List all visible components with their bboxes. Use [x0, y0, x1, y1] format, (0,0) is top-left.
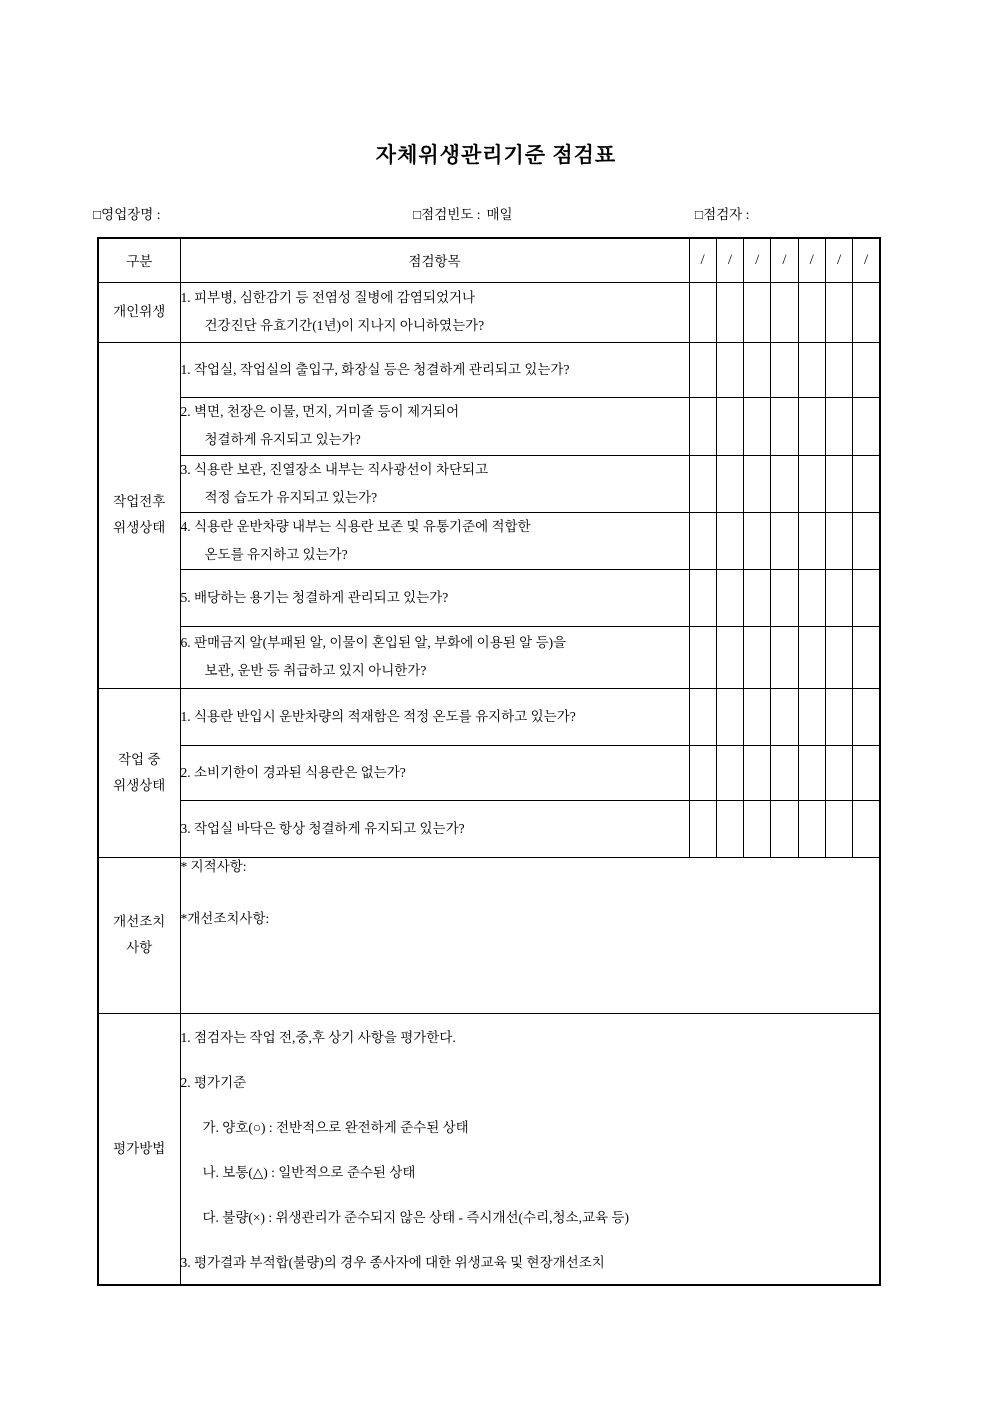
section-label-corrective-action	[98, 857, 180, 1013]
check-cell	[853, 397, 880, 455]
check-cell	[798, 397, 825, 455]
check-cell	[853, 455, 880, 512]
check-cell	[798, 512, 825, 569]
question-line: 4. 식용란 운반차량 내부는 식용란 보존 및 유통기준에 적합한	[180, 518, 531, 534]
method-line-normal: 나. 보통(△) : 일반적으로 준수된 상태	[202, 1165, 416, 1180]
check-cell	[716, 626, 743, 688]
check-cell	[853, 569, 880, 626]
check-cell	[744, 282, 771, 342]
date-column-header	[853, 238, 880, 282]
method-line-bad: 다. 불량(×) : 위생관리가 준수되지 않은 상태 - 즉시개선(수리,청소,교육 등)	[202, 1210, 629, 1225]
check-cell	[771, 569, 798, 626]
check-cell	[853, 512, 880, 569]
question-cell	[180, 626, 689, 688]
section-label-personal-hygiene	[98, 282, 180, 342]
question-line: 1. 작업실, 작업실의 출입구, 화장실 등은 청결하게 관리되고 있는가?	[180, 361, 570, 377]
check-cell	[744, 397, 771, 455]
method-line: 2. 평가기준	[180, 1075, 247, 1090]
section-label-line: 작업전후	[113, 494, 166, 509]
check-cell	[825, 342, 852, 397]
question-row	[98, 688, 880, 745]
check-cell	[744, 342, 771, 397]
check-cell	[771, 800, 798, 857]
check-cell	[825, 745, 852, 800]
section-label-pre-post-work-hygiene	[98, 342, 180, 688]
check-cell	[689, 282, 716, 342]
check-cell	[798, 688, 825, 745]
check-cell	[744, 569, 771, 626]
frequency-label-text: □점검빈도 :	[413, 207, 481, 222]
question-row	[98, 512, 880, 569]
check-cell	[798, 800, 825, 857]
frequency-value: 매일	[486, 207, 513, 222]
check-cell	[771, 626, 798, 688]
check-cell	[689, 342, 716, 397]
check-cell	[853, 342, 880, 397]
check-cell	[744, 455, 771, 512]
check-cell	[716, 745, 743, 800]
question-line: 보관, 운반 등 취급하고 있지 아니한가?	[204, 663, 427, 678]
check-cell	[798, 626, 825, 688]
date-column-header	[716, 238, 743, 282]
section-label-evaluation-method	[98, 1013, 180, 1285]
check-cell	[744, 688, 771, 745]
question-row	[98, 569, 880, 626]
question-cell	[180, 745, 689, 800]
question-cell	[180, 342, 689, 397]
check-cell	[853, 282, 880, 342]
date-column-header	[689, 238, 716, 282]
date-slash: /	[864, 251, 869, 268]
section-label-line: 위생상태	[113, 777, 166, 793]
check-cell	[689, 512, 716, 569]
question-line: 건강진단 유효기간(1년)이 지나지 아니하였는가?	[204, 318, 485, 333]
check-cell	[825, 512, 852, 569]
check-cell	[689, 626, 716, 688]
section-label-line: 작업 중	[118, 751, 161, 767]
check-cell	[825, 397, 852, 455]
date-slash: /	[727, 251, 732, 268]
check-cell	[825, 688, 852, 745]
date-column-header	[825, 238, 852, 282]
question-line: 3. 작업실 바닥은 항상 청결하게 유지되고 있는가?	[180, 820, 465, 836]
check-cell	[716, 282, 743, 342]
item-column-header: 점검항목	[180, 238, 689, 282]
check-cell	[689, 455, 716, 512]
check-cell	[744, 626, 771, 688]
check-cell	[716, 397, 743, 455]
check-cell	[716, 688, 743, 745]
section-label-line: 평가방법	[113, 1140, 166, 1156]
check-cell	[716, 455, 743, 512]
check-cell	[853, 626, 880, 688]
check-cell	[689, 800, 716, 857]
date-column-header	[744, 238, 771, 282]
table-header-row	[98, 238, 880, 282]
date-slash: /	[782, 251, 787, 268]
check-cell	[853, 745, 880, 800]
check-cell	[689, 745, 716, 800]
question-row	[98, 282, 880, 342]
question-cell	[180, 688, 689, 745]
section-label-line: 위생상태	[113, 520, 166, 535]
check-cell	[771, 397, 798, 455]
document-title: 자체위생관리기준 점검표	[375, 143, 617, 167]
check-cell	[689, 569, 716, 626]
check-cell	[798, 455, 825, 512]
question-cell	[180, 569, 689, 626]
check-cell	[798, 569, 825, 626]
date-column-header	[798, 238, 825, 282]
check-cell	[716, 512, 743, 569]
check-cell	[853, 688, 880, 745]
check-cell	[689, 397, 716, 455]
corrective-action-items-label: *개선조치사항:	[180, 910, 270, 926]
check-cell	[689, 688, 716, 745]
check-cell	[716, 342, 743, 397]
question-line: 1. 식용란 반입시 운반차량의 적재함은 적정 온도를 유지하고 있는가?	[180, 708, 576, 724]
check-cell	[798, 282, 825, 342]
question-cell	[180, 455, 689, 512]
evaluation-method-cell	[180, 1013, 880, 1285]
check-cell	[771, 512, 798, 569]
check-cell	[825, 455, 852, 512]
question-row	[98, 800, 880, 857]
check-frequency-label	[413, 203, 513, 223]
evaluation-method-row	[98, 1013, 880, 1285]
check-cell	[825, 282, 852, 342]
method-line: 1. 점검자는 작업 전,중,후 상기 사항을 평가한다.	[180, 1030, 456, 1045]
section-label-line: 사항	[126, 940, 153, 955]
question-cell	[180, 512, 689, 569]
check-cell	[771, 455, 798, 512]
check-cell	[825, 800, 852, 857]
business-name-label: □영업장명 :	[93, 207, 161, 222]
check-cell	[771, 282, 798, 342]
section-label-during-work-hygiene	[98, 688, 180, 857]
question-line: 2. 벽면, 천장은 이물, 먼지, 거미줄 등이 제거되어	[180, 404, 460, 419]
question-line: 청결하게 유지되고 있는가?	[204, 432, 361, 447]
corrective-action-cell	[180, 857, 880, 1013]
section-label-line: 개인위생	[113, 304, 166, 319]
check-cell	[716, 800, 743, 857]
check-cell	[771, 342, 798, 397]
date-slash: /	[809, 251, 814, 268]
check-cell	[744, 512, 771, 569]
check-cell	[716, 569, 743, 626]
check-cell	[825, 626, 852, 688]
section-label-line: 개선조치	[113, 914, 166, 929]
check-cell	[771, 745, 798, 800]
question-row	[98, 745, 880, 800]
question-line: 온도를 유지하고 있는가?	[204, 546, 348, 562]
check-cell	[853, 800, 880, 857]
corrective-action-row	[98, 857, 880, 1013]
pointed-out-items-label: * 지적사항:	[180, 858, 247, 874]
question-row	[98, 342, 880, 397]
question-line: 적정 습도가 유지되고 있는가?	[204, 489, 378, 505]
question-cell	[180, 397, 689, 455]
question-row	[98, 455, 880, 512]
question-line: 1. 피부병, 심한감기 등 전염성 질병에 감염되었거나	[180, 290, 476, 305]
meta-row	[0, 203, 992, 223]
check-cell	[744, 745, 771, 800]
check-cell	[798, 745, 825, 800]
question-line: 6. 판매금지 알(부패된 알, 이물이 혼입된 알, 부화에 이용된 알 등)을	[180, 635, 567, 650]
question-cell	[180, 800, 689, 857]
checklist-table	[97, 237, 881, 1286]
inspector-label: □점검자 :	[695, 207, 750, 222]
date-slash: /	[700, 251, 705, 268]
check-cell	[771, 688, 798, 745]
question-line: 2. 소비기한이 경과된 식용란은 없는가?	[180, 764, 406, 780]
method-line-good: 가. 양호(○) : 전반적으로 완전하게 준수된 상태	[202, 1120, 469, 1135]
date-column-header	[771, 238, 798, 282]
check-cell	[825, 569, 852, 626]
question-line: 3. 식용란 보관, 진열장소 내부는 직사광선이 차단되고	[180, 461, 489, 477]
date-slash: /	[755, 251, 760, 268]
question-row	[98, 397, 880, 455]
question-row	[98, 626, 880, 688]
question-line: 5. 배당하는 용기는 청결하게 관리되고 있는가?	[180, 589, 449, 605]
date-slash: /	[836, 251, 842, 268]
method-line: 3. 평가결과 부적합(불량)의 경우 종사자에 대한 위생교육 및 현장개선조치	[180, 1255, 605, 1270]
category-column-header: 구분	[98, 238, 180, 282]
check-cell	[798, 342, 825, 397]
check-cell	[744, 800, 771, 857]
question-cell	[180, 282, 689, 342]
